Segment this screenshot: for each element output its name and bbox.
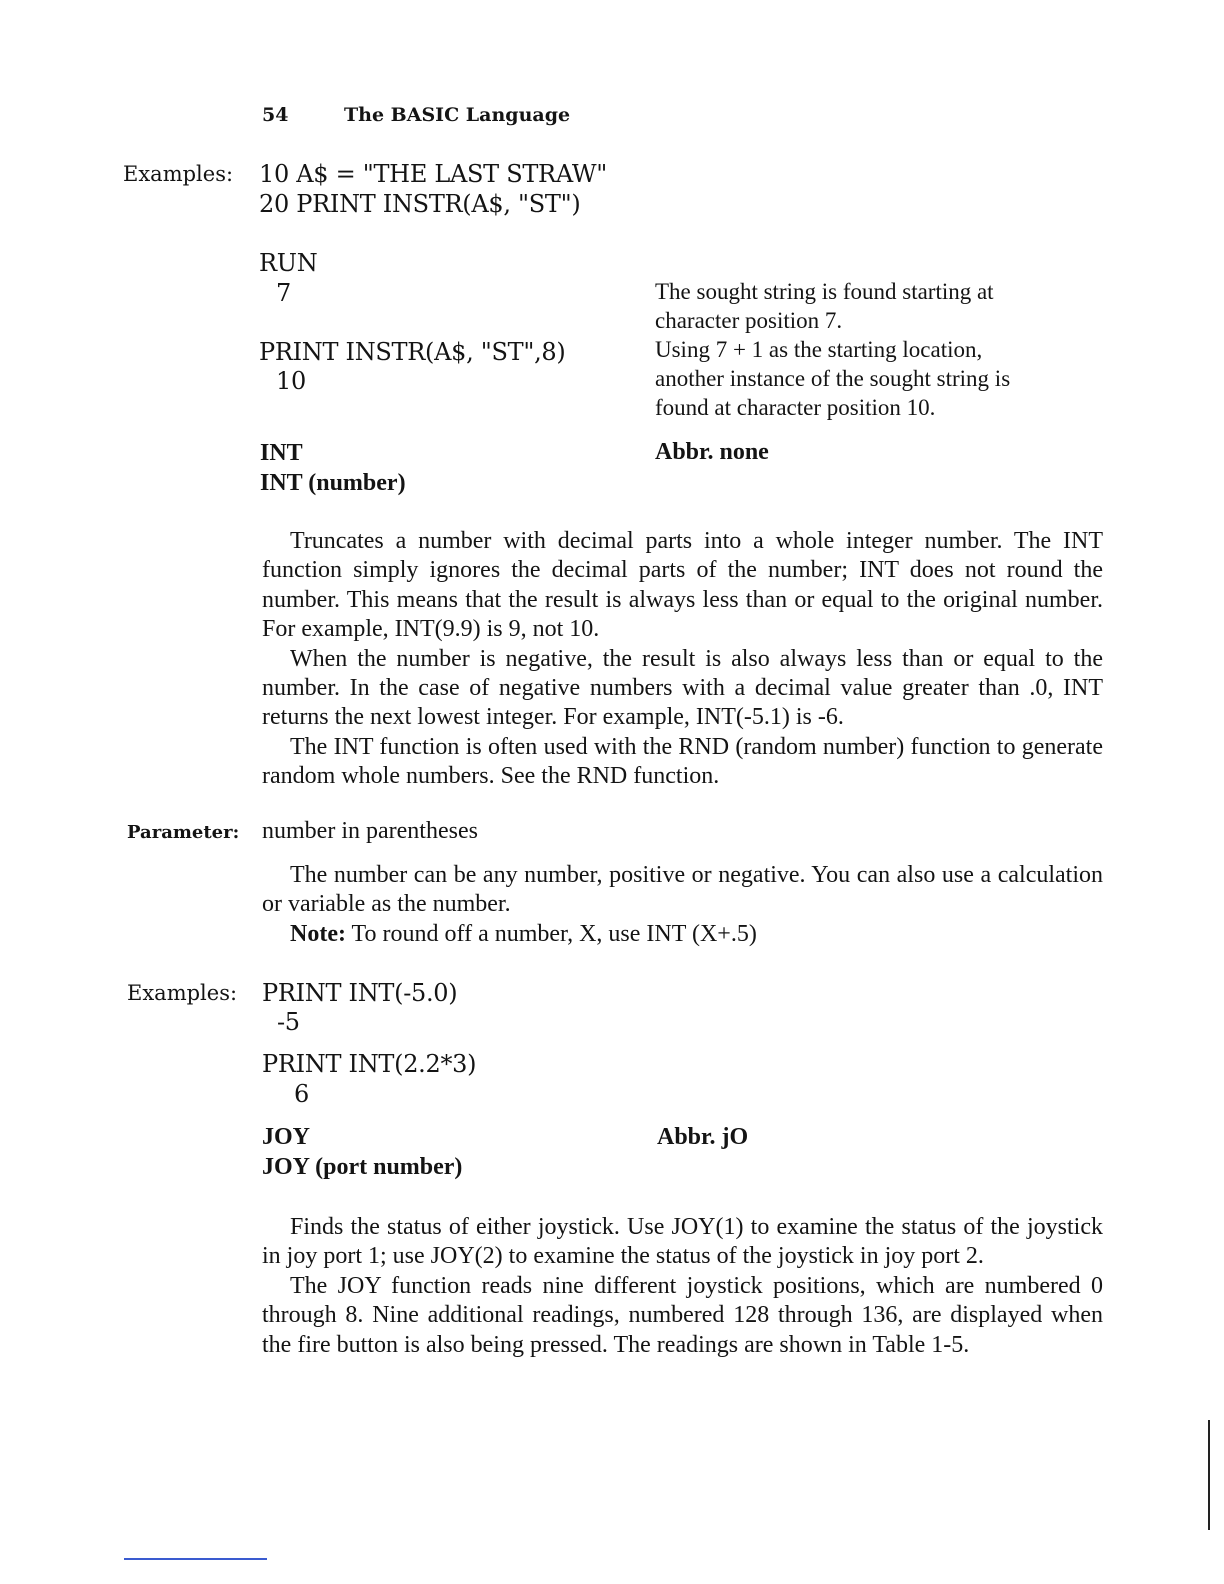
keyword-syntax: JOY (port number) <box>262 1154 463 1180</box>
code-result: 6 <box>294 1080 309 1108</box>
paragraph: When the number is negative, the result is also always less than or equal to the number. In the case of negative numbers with a decimal value greater than .0, INT returns the next lowest integer. For example, INT(-5.1) is -6. <box>262 645 1103 731</box>
keyword-abbr: Abbr. jO <box>657 1124 749 1150</box>
example-note: character position 7. <box>655 308 843 333</box>
note-text: To round off a number, X, use INT (X+.5) <box>351 920 757 947</box>
keyword-syntax: INT (number) <box>260 470 406 496</box>
keyword-heading: JOY <box>262 1124 310 1150</box>
paragraph: The number can be any number, positive or negative. You can also use a calculation or variable as the number. <box>262 862 1103 918</box>
paragraph: The JOY function reads nine different joystick positions, which are numbered 0 through 8. Nine additional readings, numbered 128 through 136, are displayed when the fire button is also being pressed. The readings are shown in Table 1-5. <box>262 1272 1103 1358</box>
description <box>262 527 1103 792</box>
parameter-label: Parameter: <box>127 822 240 843</box>
parameter-text: number in parentheses <box>262 818 478 844</box>
keyword-heading: INT <box>260 440 303 466</box>
page-number: 54 <box>262 104 289 126</box>
parameter-description <box>262 861 1103 949</box>
example-note: found at character position 10. <box>655 395 936 420</box>
description <box>262 1213 1103 1360</box>
paragraph: Truncates a number with decimal parts into a whole integer number. The INT function simply ignores the decimal parts of the number; INT does not round the number. This means that the result is always less than or equal to the original number. For example, INT(9.9) is 9, not 10. <box>262 528 1103 643</box>
example-note: another instance of the sought string is <box>655 366 1011 391</box>
page-title: The BASIC Language <box>344 104 571 126</box>
code-result: 7 <box>276 279 291 307</box>
paragraph: The INT function is often used with the RND (random number) function to generate random whole numbers. See the RND function. <box>262 733 1103 790</box>
footer-rule <box>124 1558 267 1560</box>
paragraph: Finds the status of either joystick. Use JOY(1) to examine the status of the joystick in joy port 1; use JOY(2) to examine the status of the joystick in joy port 2. <box>262 1214 1103 1270</box>
code-line: PRINT INT(-5.0) <box>262 979 458 1007</box>
example-note: The sought string is found starting at <box>655 279 994 304</box>
scan-edge-line <box>1208 1420 1210 1530</box>
keyword-abbr: Abbr. none <box>655 439 769 465</box>
examples-label: Examples: <box>123 162 234 186</box>
code-line: PRINT INT(2.2*3) <box>262 1050 477 1078</box>
example-note: Using 7 + 1 as the starting location, <box>655 337 983 362</box>
code-line: 20 PRINT INSTR(A$, "ST") <box>259 190 581 218</box>
note-label: Note: <box>290 920 346 947</box>
examples-label: Examples: <box>127 981 238 1005</box>
note <box>262 920 1103 949</box>
code-line: RUN <box>259 249 318 277</box>
code-result: -5 <box>277 1008 300 1036</box>
code-line: PRINT INSTR(A$, "ST",8) <box>259 338 566 366</box>
code-line: 10 A$ = "THE LAST STRAW" <box>259 160 607 188</box>
code-result: 10 <box>276 367 306 395</box>
